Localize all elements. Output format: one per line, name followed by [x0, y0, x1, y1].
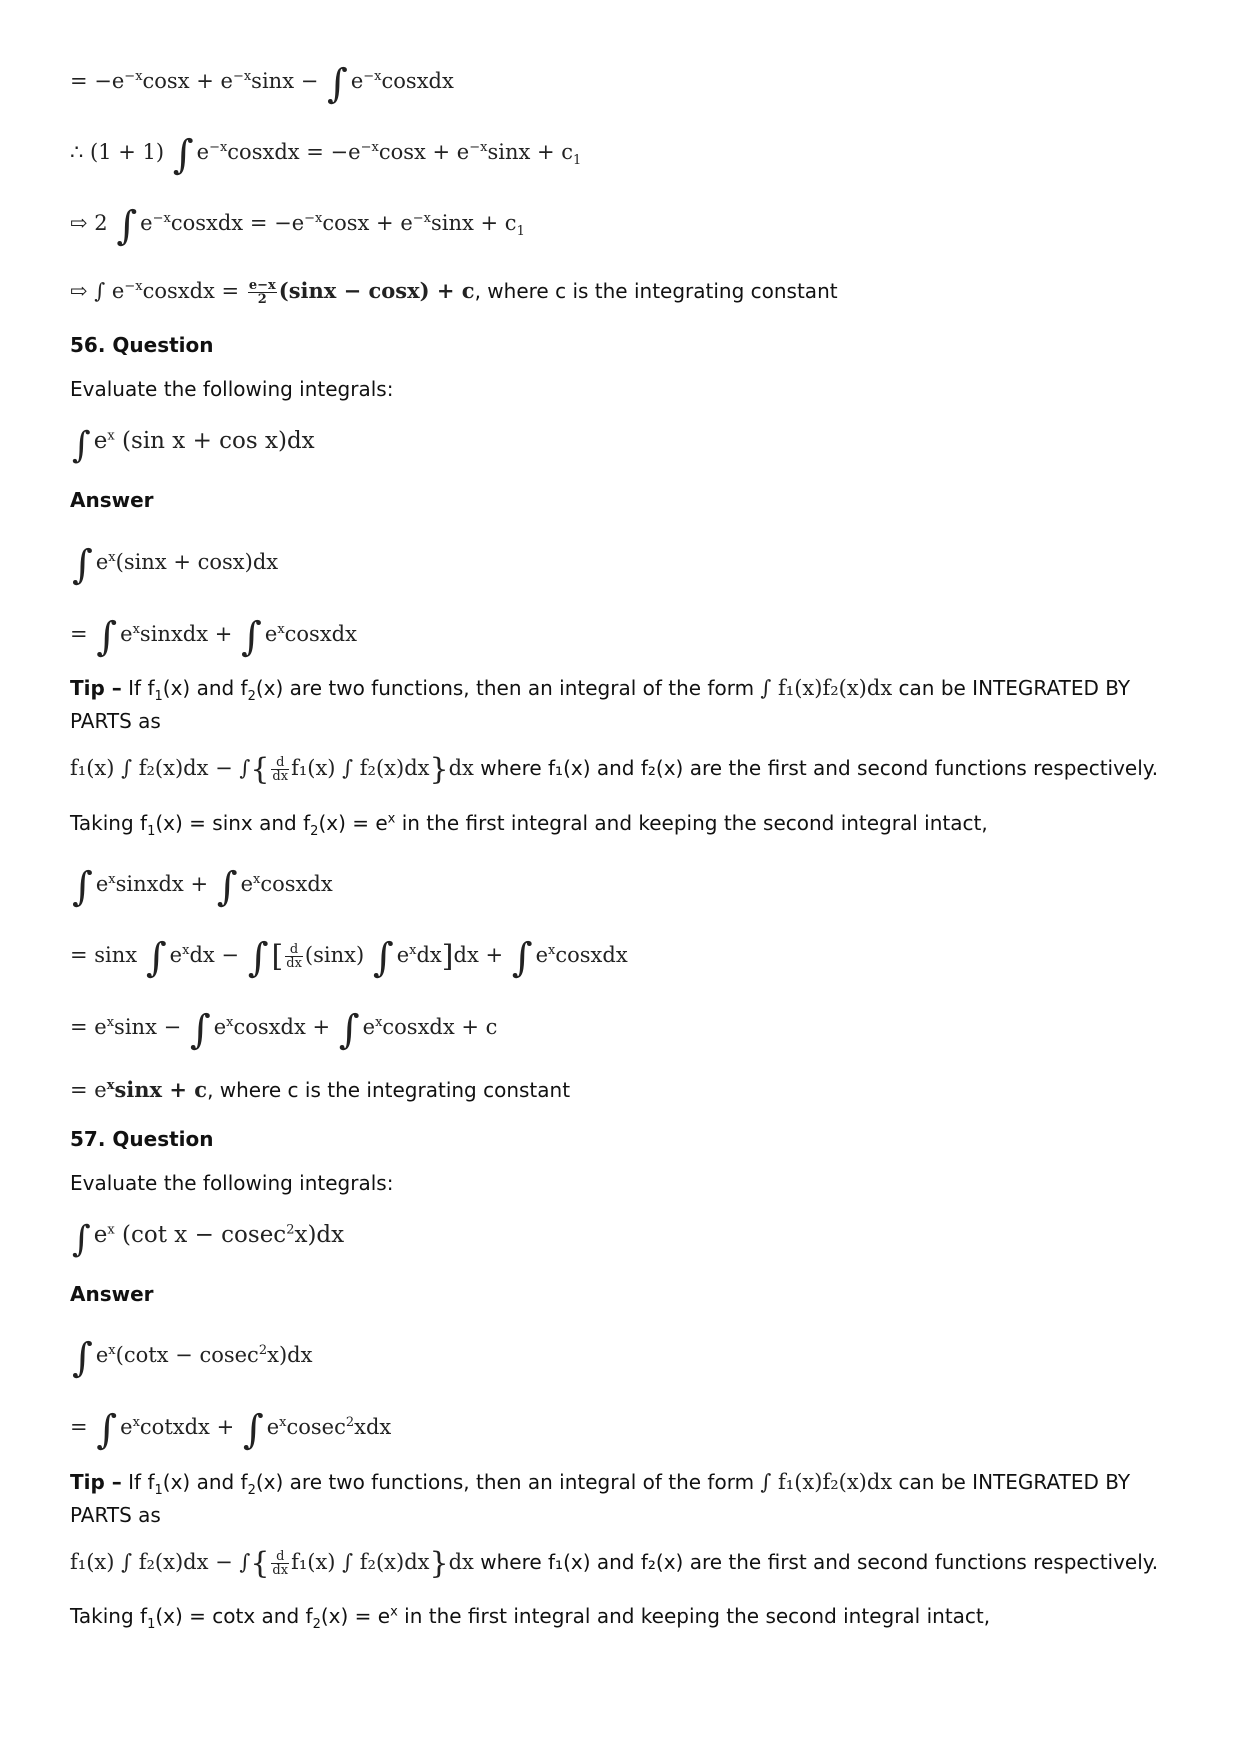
- question-56-prompt: Evaluate the following integrals:: [70, 377, 394, 401]
- question-56-integral: ∫ $e^x$ (sin x + cos x)dx: [72, 425, 315, 466]
- fraction: $\frac{e-x}{2}$: [248, 278, 276, 307]
- prev-step-3: ⇨ 2 ∫ $e^{-x}cosxdx = -e^{-x}\cos x + e^{-x}\sin x + c_1$: [70, 203, 525, 249]
- integral-sign: ∫: [327, 61, 348, 107]
- integral-sign: ∫: [116, 203, 138, 249]
- tip-57: Tip – If $f_1(x)$ and $f_2(x)$ are two functions, then an integral of the form ∫ f₁(x)f₂(x)dx can be INTEGRATED BY PARTS as: [70, 1470, 1131, 1527]
- question-57-answer-label: Answer: [70, 1282, 154, 1306]
- question-57-prompt: Evaluate the following integrals:: [70, 1171, 394, 1195]
- tip-56: Tip – If $f_1(x)$ and $f_2(x)$ are two functions, then an integral of the form ∫ f₁(x)f₂(x)dx can be INTEGRATED BY PARTS as: [70, 676, 1131, 733]
- question-56-heading: 56. Question: [70, 333, 214, 357]
- answer-56-step-3: ∫ $e^xsinxdx$ + ∫ $e^xcosxdx$: [72, 864, 333, 910]
- answer-56-step-5: = $e^x\sin x$ − ∫ $e^xcosxdx$ + ∫ $e^xcosxdx + c$: [70, 1007, 498, 1053]
- answer-56-step-1: ∫ $e^x(\sin x + \cos x)dx$: [72, 542, 279, 588]
- question-57-integral: ∫ $e^x$ (cot x − cosec$^2$x)dx: [72, 1219, 345, 1260]
- answer-57-step-1: ∫ $e^x(\cot x - cosec^2x)dx$: [72, 1335, 313, 1381]
- prev-step-2: ∴ (1 + 1) ∫ $e^{-x}cosxdx = -e^{-x}\cos x + e^{-x}\sin x + c_1$: [70, 132, 582, 178]
- parts-formula-56: f₁(x) ∫ f₂(x)dx − ∫{ $\frac{d}{dx}$ f₁(x) ∫ f₂(x)dx}dx where f₁(x) and f₂(x) are the first and second functions respectively.: [70, 752, 1159, 787]
- question-56-answer-label: Answer: [70, 488, 154, 512]
- prev-step-1: = $-e^{-x}\cos x + e^{-x}\sin x$ − ∫ $e^{-x}cosxdx$: [70, 61, 454, 107]
- taking-56: Taking $f_1(x) = \sin x$ and $f_2(x) = e^x$ in the first integral and keeping the second integral intact,: [70, 811, 988, 839]
- answer-56-step-2: = ∫ $e^xsinxdx$ + ∫ $e^xcosxdx$: [70, 614, 357, 660]
- taking-57: Taking $f_1(x) = \cot x$ and $f_2(x) = e^x$ in the first integral and keeping the second integral intact,: [70, 1604, 991, 1632]
- parts-formula-57: f₁(x) ∫ f₂(x)dx − ∫{ $\frac{d}{dx}$ f₁(x) ∫ f₂(x)dx}dx where f₁(x) and f₂(x) are the first and second functions respectively.: [70, 1546, 1159, 1581]
- answer-57-step-2: = ∫ $e^xcotxdx$ + ∫ $e^xcosec^2xdx$: [70, 1407, 392, 1453]
- integral-sign: ∫: [172, 132, 194, 178]
- answer-56-result: = $e^x\sin x + c$, where c is the integrating constant: [70, 1077, 571, 1102]
- answer-56-step-4: = sinx ∫ $e^xdx$ − ∫ [ $\frac{d}{dx}$ (sinx) ∫ $e^xdx]dx$ + ∫ $e^xcosxdx$: [70, 935, 628, 981]
- question-57-heading: 57. Question: [70, 1127, 214, 1151]
- prev-step-4: ⇨ ∫ $e^{-x}cosxdx$ = $\frac{e-x}{2}$ (sinx − cosx) + c, where c is the integrating constant: [70, 278, 838, 307]
